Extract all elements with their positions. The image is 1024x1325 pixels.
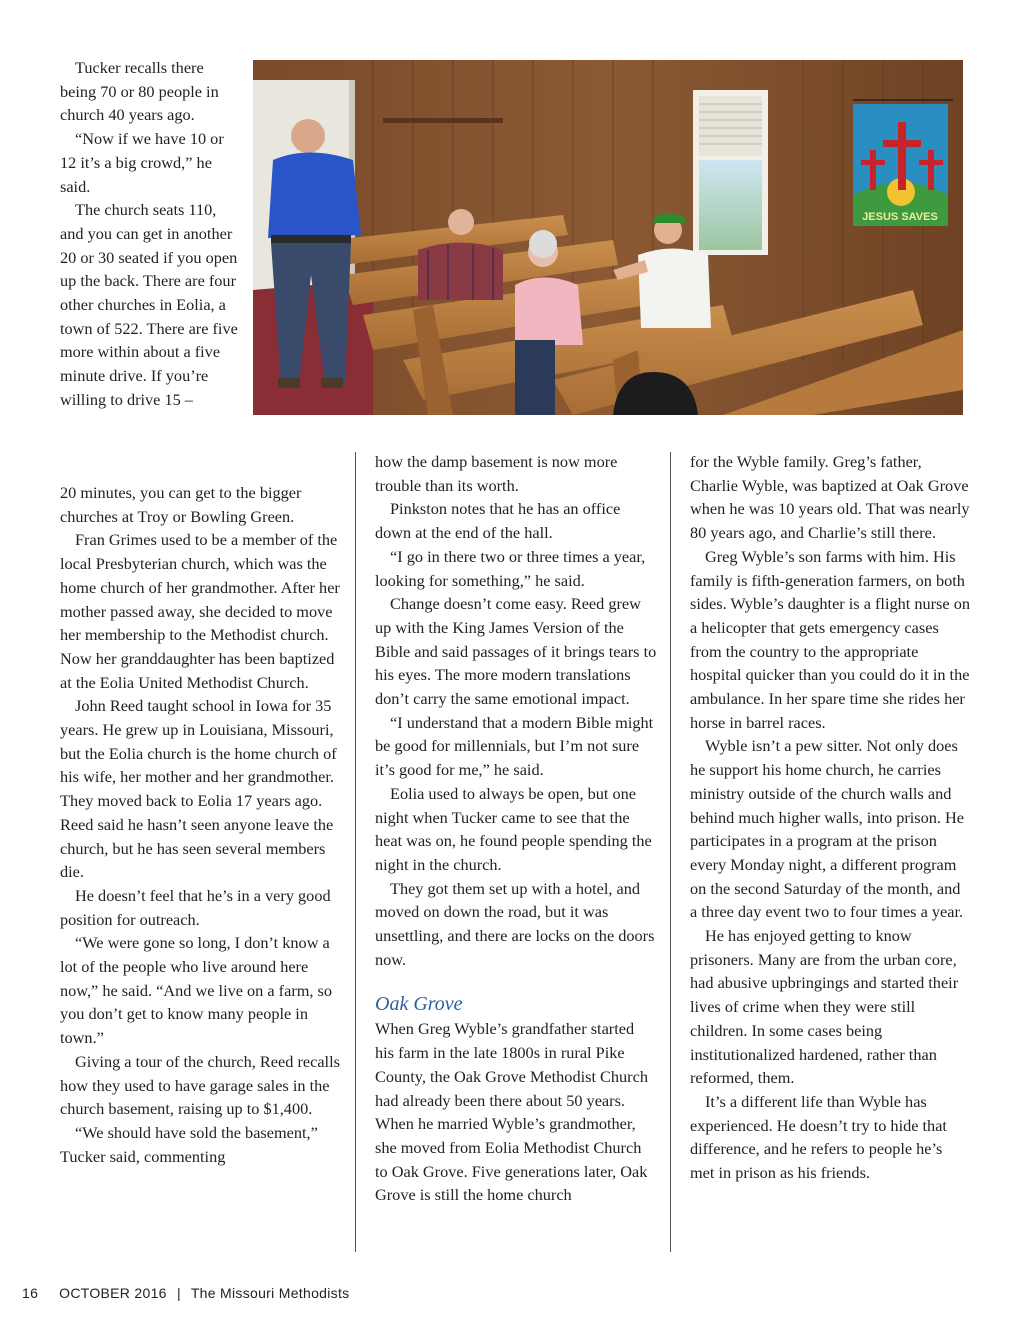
- paragraph: Giving a tour of the church, Reed recalls how they used to have garage sales in the church basement, raising up to $1,400.: [60, 1051, 340, 1119]
- church-interior-photo: [253, 60, 963, 415]
- column-1-top: [60, 56, 238, 412]
- paragraph: Wyble isn’t a pew sitter. Not only does he support his home church, he carries ministry outside of the church walls and behind much higher walls, into prison. He participates in a program at the prison every Monday night, a different program on the second Saturday of the month, and a three day event two to four times a year.: [690, 736, 965, 922]
- paragraph: Eolia used to always be open, but one night when Tucker came to see that the heat was on, he found people spending the night in the church.: [375, 783, 652, 874]
- page-number: 16: [22, 1285, 39, 1301]
- paragraph: 20 minutes, you can get to the bigger churches at Troy or Bowling Green.: [60, 483, 302, 526]
- paragraph: “I go in there two or three times a year, looking for something,” he said.: [375, 546, 646, 590]
- column-1-bottom: [60, 481, 340, 1168]
- column-2: [375, 450, 657, 1207]
- paragraph: They got them set up with a hotel, and moved on down the road, but it was unsettling, and there are locks on the doors now.: [375, 878, 655, 969]
- paragraph: Tucker recalls there being 70 or 80 people in church 40 years ago.: [60, 58, 219, 125]
- paragraph: “We were gone so long, I don’t know a lot of the people who live around here now,” he said. “And we live on a farm, so you don’t get to know many people in town.”: [60, 933, 333, 1048]
- paragraph: When Greg Wyble’s grandfather started his farm in the late 1800s in rural Pike County, the Oak Grove Methodist Church had already been there about 50 years. When he married Wyble’s grandmother, she moved from Eolia Methodist Church to Oak Grove. Five generations later, Oak Grove is still the home church: [375, 1019, 648, 1205]
- paragraph: Greg Wyble’s son farms with him. His family is fifth-generation farmers, on both sides. Wyble’s daughter is a flight nurse on a helicopter that gets emergency cases from the country to the appropriate hospital quicker than you could do it in the ambulance. In her spare time she rides her horse in barrel races.: [690, 546, 970, 732]
- column-divider: [670, 452, 671, 1252]
- paragraph: John Reed taught school in Iowa for 35 years. He grew up in Louisiana, Missouri, but the Eolia church is the home church of his wife, her mother and her grandmother. They moved back to Eolia 17 years ago. Reed said he hasn’t seen anyone leave the church, but he has seen several members die.: [60, 696, 337, 882]
- column-divider: [355, 452, 356, 1252]
- paragraph: for the Wyble family. Greg’s father, Charlie Wyble, was baptized at Oak Grove when he was 10 years old. That was nearly 80 years ago, and Charlie’s still there.: [690, 452, 970, 543]
- paragraph: how the damp basement is now more trouble than its worth.: [375, 452, 618, 495]
- paragraph: He doesn’t feel that he’s in a very good position for outreach.: [60, 885, 331, 929]
- paragraph: “We should have sold the basement,” Tucker said, commenting: [60, 1122, 318, 1166]
- column-3: [690, 450, 970, 1185]
- paragraph: Change doesn’t come easy. Reed grew up with the King James Version of the Bible and said passages of it brings tears to his eyes. The more modern translations don’t carry the same emotional impact.: [375, 594, 657, 709]
- banner-text: JESUS SAVES: [862, 211, 938, 223]
- paragraph: He has enjoyed getting to know prisoners. Many are from the urban core, had abusive upbringings and started their lives of crime when they were still children. In some cases being institutionalized hardened, rather than reformed, them.: [690, 926, 959, 1088]
- page-footer: [22, 1285, 349, 1301]
- publication-name: The Missouri Methodists: [190, 1285, 350, 1301]
- section-subheading: Oak Grove: [375, 993, 463, 1016]
- paragraph: The church seats 110, and you can get in another 20 or 30 seated if you open up the back. There are four other churches in Eolia, a town of 522. There are five more within about a five minute drive. If you’re willing to drive 15 –: [60, 200, 238, 409]
- footer-separator: |: [176, 1285, 181, 1301]
- paragraph: “Now if we have 10 or 12 it’s a big crowd,” he said.: [60, 129, 224, 196]
- paragraph: Fran Grimes used to be a member of the local Presbyterian church, which was the home church of her grandmother. After her mother passed away, she decided to move her membership to the Methodist church. Now her granddaughter has been baptized at the Eolia United Methodist Church.: [60, 530, 340, 692]
- paragraph: “I understand that a modern Bible might be good for millennials, but I’m not sure it’s good for me,” he said.: [375, 712, 654, 780]
- issue-date: OCTOBER 2016: [59, 1285, 167, 1301]
- paragraph: Pinkston notes that he has an office down at the end of the hall.: [375, 499, 621, 543]
- paragraph: It’s a different life than Wyble has experienced. He doesn’t try to hide that difference, and he refers to people he’s met in prison as his friends.: [690, 1091, 947, 1183]
